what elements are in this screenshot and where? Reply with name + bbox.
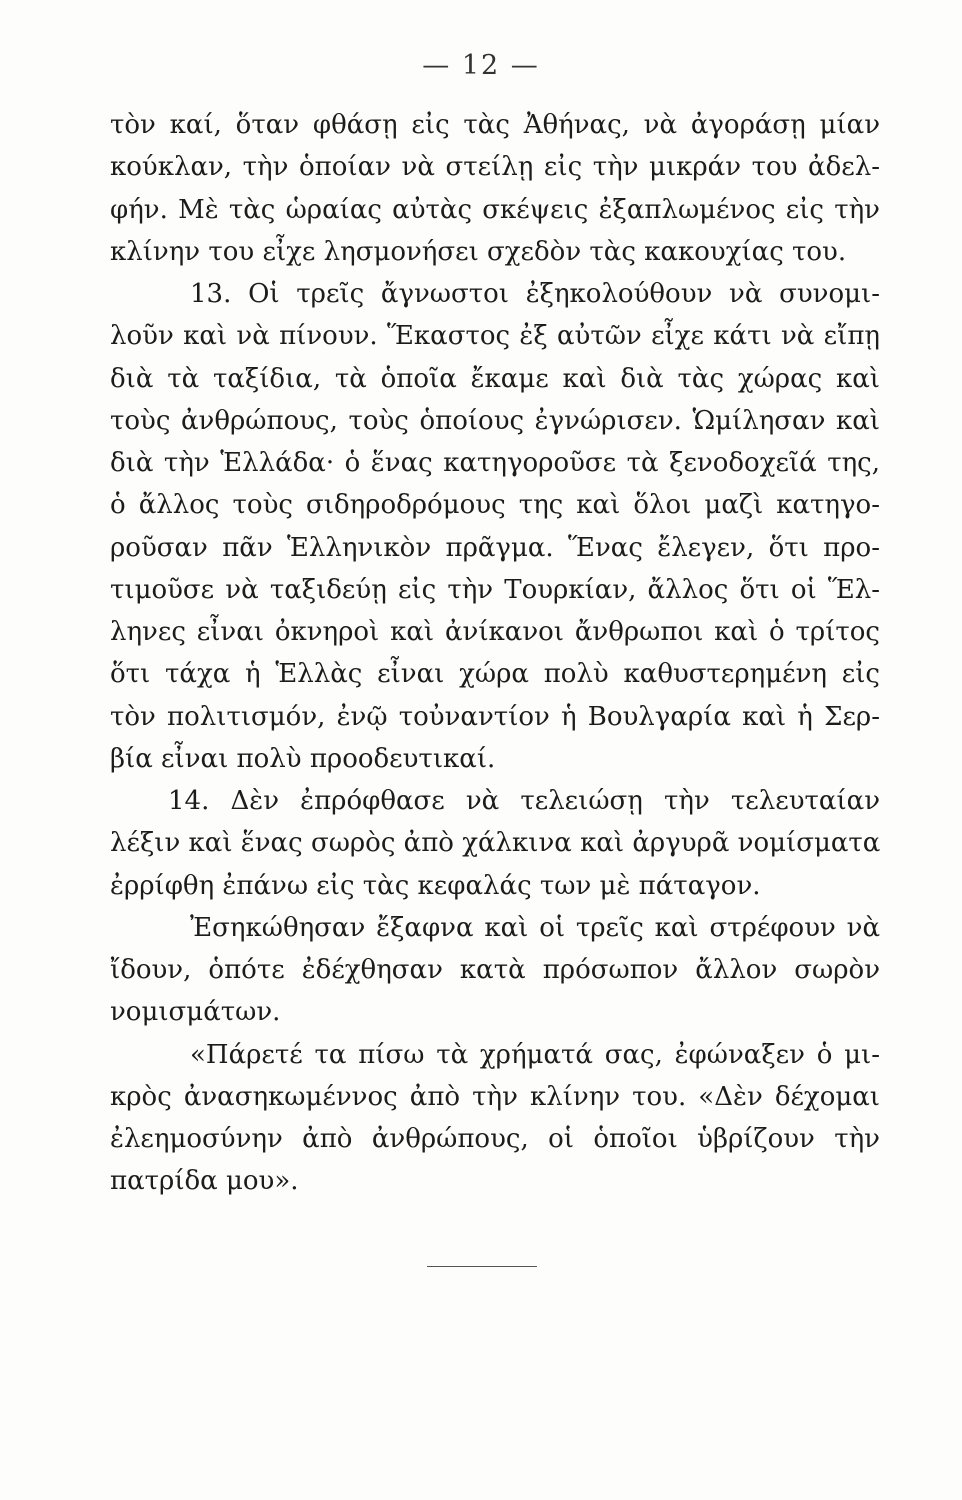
text-line: «Πάρετέ τα πίσω τὰ χρήματά σας, ἐφώναξεν ὁ μι- [190,1039,880,1070]
text-line: 13. Οἱ τρεῖς ἄγνωστοι ἐξηκολούθουν νὰ συνομι- [190,279,880,309]
paragraph [110,907,880,1034]
text-line: διὰ τὰ ταξίδια, τὰ ὁποῖα ἔκαμε καὶ διὰ τὰς χώρας καὶ [110,363,880,394]
text-line: τὸν πολιτισμόν, ἐνῷ τοὐναντίον ἡ Βουλγαρία καὶ ἡ Σερ- [110,701,880,732]
section-separator-rule [427,1266,537,1267]
text-line: φήν. Μὲ τὰς ὡραίας αὐτὰς σκέψεις ἐξαπλωμένος εἰς τὴν [110,194,880,225]
text-line: κρὸς ἀνασηκωμέννος ἀπὸ τὴν κλίνην του. «Δὲν δέχομαι [110,1081,880,1112]
text-line: βία εἶναι πολὺ προοδευτικαί. [110,743,496,774]
page-number: — 12 — [422,50,540,81]
text-line: ἴδουν, ὁπότε ἐδέχθησαν κατὰ πρόσωπον ἄλλον σωρὸν [110,955,880,985]
text-line: διὰ τὴν Ἑλλάδα· ὁ ἕνας κατηγοροῦσε τὰ ξενοδοχεῖά της, [110,448,880,478]
text-line: ἐλεημοσύνην ἀπὸ ἀνθρώπους, οἱ ὁποῖοι ὑβρίζουν τὴν [110,1124,880,1154]
paragraph [110,1034,880,1203]
text-line: 14. Δὲν ἐπρόφθασε νὰ τελειώσῃ τὴν τελευταίαν [168,786,880,816]
text-line: ὅτι τάχα ἡ Ἑλλὰς εἶναι χώρα πολὺ καθυστερημένη εἰς [110,659,880,690]
text-line: Ἐσηκώθησαν ἔξαφνα καὶ οἱ τρεῖς καὶ στρέφουν νὰ [190,912,880,943]
text-line: λέξιν καὶ ἕνας σωρὸς ἀπὸ χάλκινα καὶ ἀργυρᾶ νομίσματα [110,828,881,859]
text-line: τοὺς ἀνθρώπους, τοὺς ὁποίους ἐγνώρισεν. Ὡμίλησαν καὶ [110,405,880,436]
text-line: κλίνην του εἶχε λησμονήσει σχεδὸν τὰς κακουχίας του. [110,236,847,267]
text-line: ἐρρίφθη ἐπάνω εἰς τὰς κεφαλάς των μὲ πάταγον. [110,870,761,901]
text-line: τιμοῦσε νὰ ταξιδεύῃ εἰς τὴν Τουρκίαν, ἄλλος ὅτι οἱ Ἕλ- [110,574,880,605]
paragraph [110,273,880,780]
text-line: κούκλαν, τὴν ὁποίαν νὰ στείλῃ εἰς τὴν μικράν του ἀδελ- [110,152,880,183]
text-line: τὸν καί, ὅταν φθάσῃ εἰς τὰς Ἀθήνας, νὰ ἀγοράσῃ μίαν [110,110,880,140]
paragraph [110,780,880,907]
text-line: πατρίδα μου». [110,1166,299,1197]
text-line: νομισμάτων. [110,997,281,1028]
paragraph [110,104,880,273]
text-line: λοῦν καὶ νὰ πίνουν. Ἕκαστος ἐξ αὐτῶν εἶχε κάτι νὰ εἴπῃ [110,321,880,352]
text-line: ροῦσαν πᾶν Ἑλληνικὸν πρᾶγμα. Ἕνας ἔλεγεν, ὅτι προ- [110,532,880,563]
text-line: ληνες εἶναι ὀκνηροὶ καὶ ἀνίκανοι ἄνθρωποι καὶ ὁ τρίτος [110,617,880,647]
text-line: ὁ ἄλλος τοὺς σιδηροδρόμους της καὶ ὅλοι μαζὶ κατηγο- [110,490,880,521]
body-text [110,104,880,1203]
